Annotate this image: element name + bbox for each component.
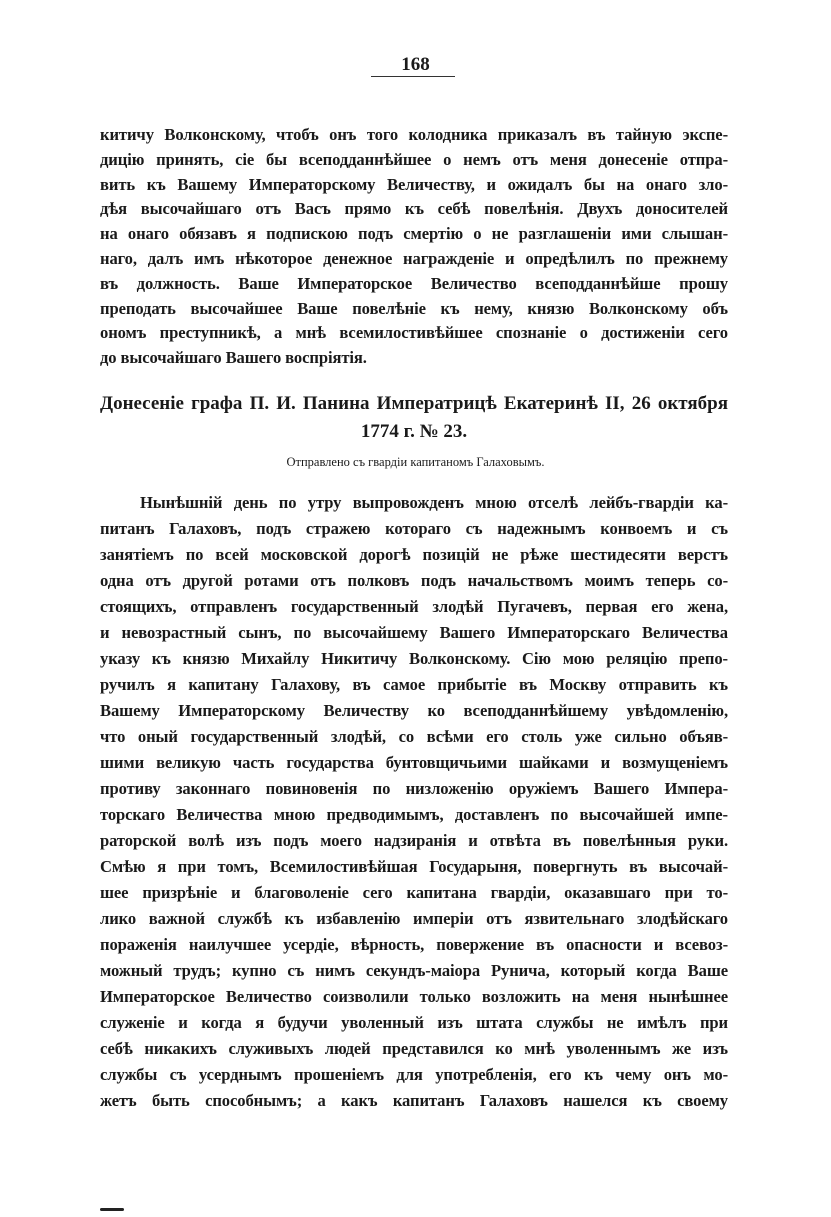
- text-line: китичу Волконскому, чтобъ онъ того колодника приказалъ въ тайную экспе-: [100, 125, 728, 144]
- text-line: въ должность. Ваше Императорское Величество всеподданнѣйше прошу: [100, 273, 728, 293]
- text-line: наго, далъ имъ нѣкоторое денежное награжденіе и опредѣлилъ по прежнему: [100, 248, 728, 268]
- paragraph-report: [100, 490, 728, 1114]
- text-line: ономъ преступникѣ, а мнѣ всемилостивѣйшее спознаніе о достиженіи сего: [100, 323, 728, 343]
- page-number: 168: [401, 54, 430, 75]
- text-line: указу къ князю Михайлу Никитичу Волконскому. Сію мою реляцію препо-: [100, 649, 728, 668]
- text-line: жетъ быть способнымъ; а какъ капитанъ Галаховъ нашелся къ своему: [100, 1091, 728, 1110]
- text-line: ручилъ я капитану Галахову, въ самое прибытіе въ Москву отправить къ: [100, 675, 728, 694]
- text-line: на онаго обязавъ я подпискою подъ смертію о не разглашеніи ими слышан-: [100, 224, 728, 244]
- text-line: до высочайшаго Вашего воспріятія.: [100, 348, 367, 368]
- text-line: Нынѣшній день по утру выпровожденъ мною отселѣ лейбъ-гвардіи ка-: [140, 493, 728, 512]
- paragraph-continued: [100, 123, 728, 371]
- text-line: и невозрастный сынъ, по высочайшему Вашего Императорскаго Величества: [100, 623, 728, 642]
- page-number-rule: [371, 76, 455, 77]
- text-line: шими великую часть государства бунтовщичьими шайками и возмущеніемъ: [100, 753, 728, 772]
- text-line: Вашему Императорскому Величеству ко всеподданнѣйшему увѣдомленію,: [100, 701, 728, 720]
- text-line: дицію принять, сіе бы всеподданнѣйшее о немъ отъ меня донесеніе отпра-: [100, 149, 728, 169]
- text-line: себѣ никакихъ служивыхъ людей представился ко мнѣ уволеннымъ же изъ: [100, 1039, 728, 1058]
- text-line: преподать высочайшее Ваше повелѣніе къ нему, князю Волконскому объ: [100, 298, 728, 318]
- text-line: можный трудъ; купно съ нимъ секундъ-маіора Рунича, который когда Ваше: [100, 961, 728, 980]
- text-line: шее призрѣніе и благоволеніе сего капитана гвардіи, оказавшаго при то-: [100, 883, 728, 902]
- text-line: раторской волѣ изъ подъ моего надзиранія и отвѣта въ повелѣнныя руки.: [100, 831, 728, 850]
- heading-line-1: Донесеніе графа П. И. Панина Императрицѣ Екатеринѣ II, 26 октября: [100, 393, 728, 414]
- text-line: вить къ Вашему Императорскому Величеству, и ожидалъ бы на онаго зло-: [100, 174, 728, 194]
- heading-line-2: 1774 г. № 23.: [360, 421, 468, 442]
- text-line: дѣя высочайшаго отъ Васъ прямо къ себѣ повелѣнія. Двухъ доносителей: [100, 199, 728, 219]
- text-line: что оный государственный злодѣй, со всѣми его столь уже сильно объяв-: [100, 727, 728, 746]
- text-line: занятіемъ по всей московской дорогѣ позицій не рѣже шестидесяти верстъ: [100, 545, 728, 564]
- text-line: лико важной службѣ къ избавленію имперіи отъ язвительнаго злодѣйскаго: [100, 909, 728, 928]
- footer-mark: [100, 1208, 124, 1211]
- text-line: одна отъ другой ротами отъ полковъ подъ начальствомъ моимъ теперь со-: [100, 571, 728, 590]
- text-line: питанъ Галаховъ, подъ стражею котораго съ надежнымъ конвоемъ и съ: [100, 519, 728, 538]
- text-line: служеніе и когда я будучи уволенный изъ штата службы не имѣлъ при: [100, 1013, 728, 1032]
- text-line: противу законнаго повиновенія по низложенію оружіемъ Вашего Импера-: [100, 779, 728, 798]
- text-line: торскаго Величества мною предводимымъ, доставленъ по высочайшей импе-: [100, 805, 728, 824]
- document-subtitle: Отправлено съ гвардіи капитаномъ Галаховымъ.: [286, 455, 545, 469]
- document-heading: [100, 390, 728, 446]
- text-line: стоящихъ, отправленъ государственный злодѣй Пугачевъ, первая его жена,: [100, 597, 728, 616]
- text-line: Смѣю я при томъ, Всемилостивѣйшая Государыня, повергнуть въ высочай-: [100, 857, 728, 876]
- text-line: Императорское Величество соизволили только возложить на меня нынѣшнее: [100, 987, 728, 1006]
- text-line: службы съ усерднымъ прошеніемъ для употребленія, его къ чему онъ мо-: [100, 1065, 728, 1084]
- text-line: пораженія наилучшее усердіе, вѣрность, повержение въ опасности и всевоз-: [100, 935, 728, 954]
